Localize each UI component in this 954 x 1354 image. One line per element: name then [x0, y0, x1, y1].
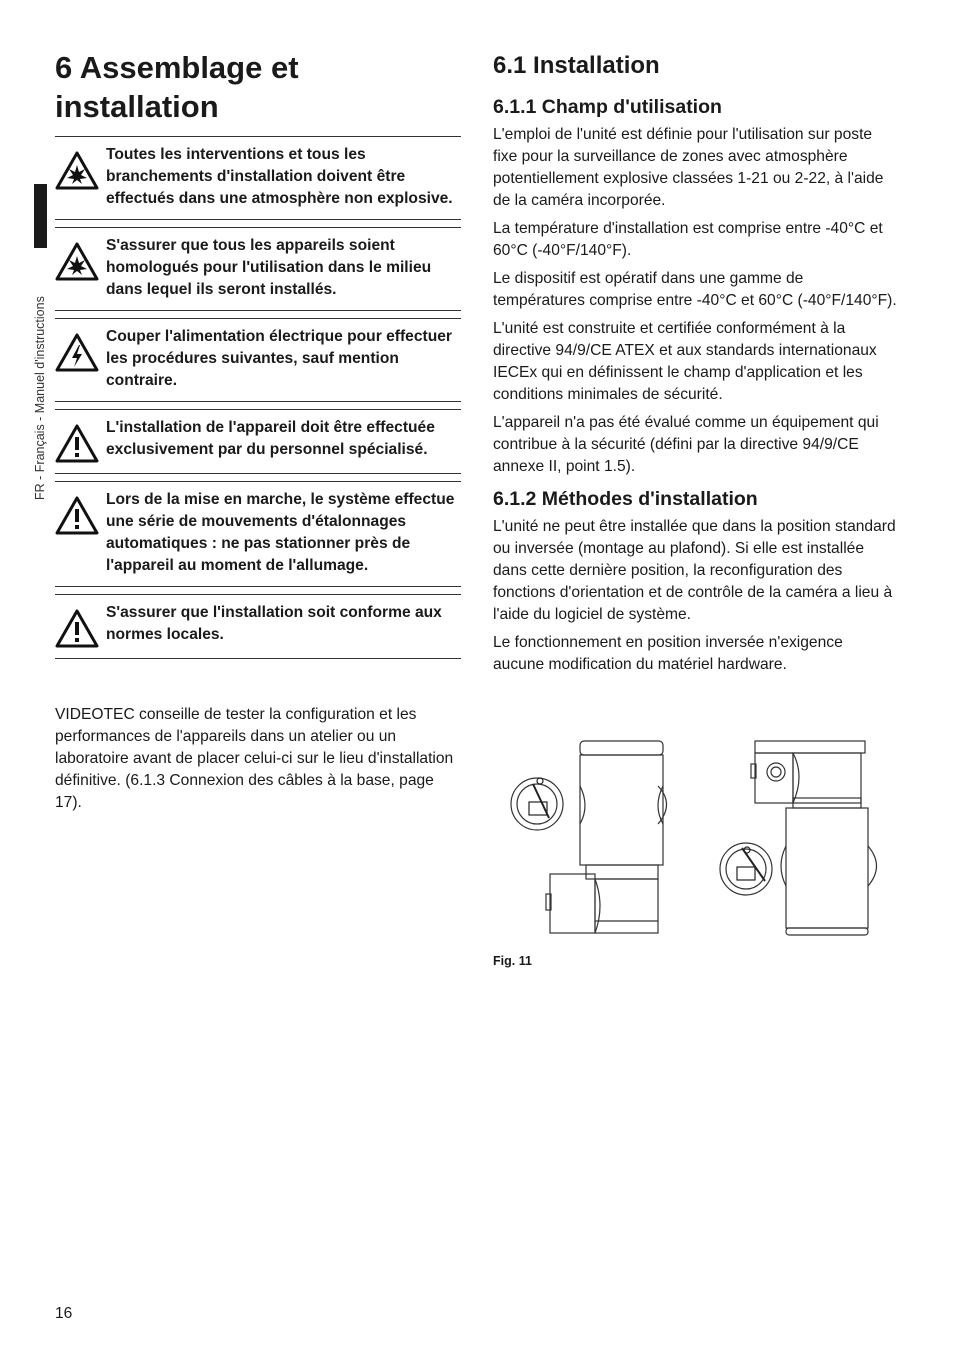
warning-text: S'assurer que tous les appareils soient homologués pour l'utilisation dans le milieu dans lequel ils seront installés.: [106, 237, 432, 298]
warning-icon: [55, 609, 99, 649]
warning-item: [55, 594, 461, 659]
warning-item: [55, 227, 461, 311]
installation-section: [493, 50, 898, 682]
inverted-position-drawing: [720, 741, 877, 935]
paragraph: L'emploi de l'unité est définie pour l'utilisation sur poste fixe pour la surveillance de zones avec atmosphère potentiellement explosive classées 1-21 ou 2-22, à l'aide de la caméra incorporée.: [493, 126, 884, 209]
warning-text: Couper l'alimentation électrique pour effectuer les procédures suivantes, sauf mention contraire.: [106, 328, 452, 389]
subsection-title: 6.1.2 Méthodes d'installation: [493, 488, 758, 510]
warning-item: [55, 318, 461, 402]
standard-position-drawing: [511, 741, 667, 933]
warning-icon: [55, 424, 99, 464]
warning-icon: [55, 496, 99, 536]
page-number: 16: [55, 1305, 73, 1322]
side-tab-marker: [34, 184, 47, 248]
warning-list: [55, 136, 461, 659]
explosion-icon: [55, 151, 99, 191]
warning-text: S'assurer que l'installation soit conforme aux normes locales.: [106, 604, 442, 643]
subsection-title: 6.1.1 Champ d'utilisation: [493, 96, 722, 118]
figure-caption: Fig. 11: [493, 954, 532, 968]
paragraph: Le dispositif est opératif dans une gamme de températures comprise entre -40°C et 60°C (-40°F/140°F).: [493, 270, 897, 309]
sidebar-label: FR - Français - Manuel d'instructions: [33, 296, 47, 500]
warning-text: Lors de la mise en marche, le système effectue une série de mouvements d'étalonnages automatiques : ne pas stationner près de l'appareil au moment de l'allumage.: [106, 491, 455, 574]
intro-paragraph: VIDEOTEC conseille de tester la configuration et les performances de l'appareils dans un atelier ou un laboratoire avant de placer celui-ci sur le lieu d'installation définitive. (6.1.3 Connexion des câbles à la base, page 17).: [55, 706, 454, 811]
section-title: 6.1 Installation: [493, 52, 660, 79]
warning-text: L'installation de l'appareil doit être effectuée exclusivement par du personnel spécialisé.: [106, 419, 435, 458]
paragraph: La température d'installation est comprise entre -40°C et 60°C (-40°F/140°F).: [493, 220, 883, 259]
electric-hazard-icon: [55, 333, 99, 373]
warning-item: [55, 136, 461, 220]
installation-figure: [493, 736, 893, 941]
paragraph: L'unité ne peut être installée que dans la position standard ou inversée (montage au plafond). Si elle est installée dans cette dernière position, la reconfiguration des fonctions d'orientation et de contrôle de la caméra a lieu à l'aide du logiciel de système.: [493, 518, 896, 623]
paragraph: L'appareil n'a pas été évalué comme un équipement qui contribue à la sécurité (défini par la directive 94/9/CE annexe II, point 1.5).: [493, 414, 879, 475]
warning-item: [55, 481, 461, 587]
paragraph: Le fonctionnement en position inversée n'exigence aucune modification du matériel hardware.: [493, 634, 843, 673]
chapter-title: 6 Assemblage et installation: [55, 50, 299, 124]
paragraph: L'unité est construite et certifiée conformément à la directive 94/9/CE ATEX et aux standards internationaux IECEx qui en définissent le champ d'application et les conditions minimales de sécurité.: [493, 320, 877, 403]
warning-item: [55, 409, 461, 474]
warning-text: Toutes les interventions et tous les branchements d'installation doivent être effectués dans une atmosphère non explosive.: [106, 146, 453, 207]
explosion-icon: [55, 242, 99, 282]
